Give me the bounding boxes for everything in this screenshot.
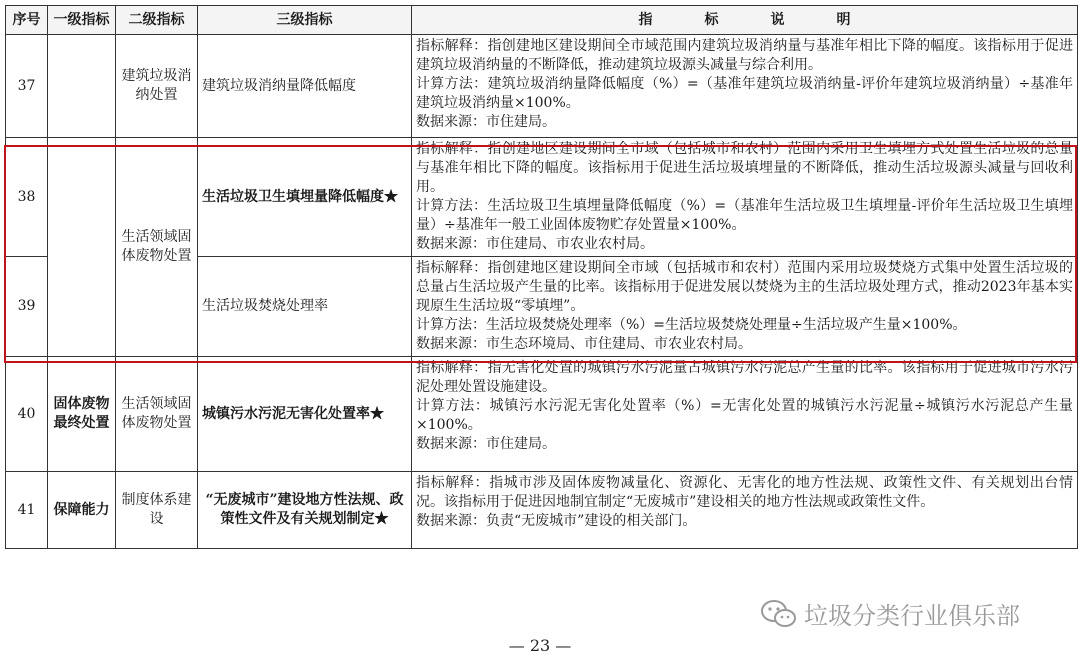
desc-source: 数据来源：负责“无废城市”建设的相关部门。 bbox=[416, 513, 697, 529]
row-level3: “无废城市”建设地方性法规、政策性文件及有关规划制定★ bbox=[198, 472, 412, 549]
row-num: 38 bbox=[6, 138, 48, 257]
row-description bbox=[412, 35, 1078, 138]
row-level2: 制度体系建设 bbox=[116, 472, 198, 549]
table-row bbox=[6, 35, 1078, 138]
desc-method: 计算方法：生活垃圾焚烧处理率（%）=生活垃圾焚烧处理量÷生活垃圾产生量×100%。 bbox=[416, 317, 967, 333]
table-header-row bbox=[6, 6, 1078, 35]
row-level2: 建筑垃圾消纳处置 bbox=[116, 35, 198, 138]
desc-source: 数据来源：市住建局。 bbox=[416, 436, 556, 452]
indicator-table bbox=[5, 5, 1078, 549]
header-num: 序号 bbox=[6, 6, 48, 35]
header-level2: 二级指标 bbox=[116, 6, 198, 35]
row-level3: 生活垃圾卫生填埋量降低幅度★ bbox=[198, 138, 412, 257]
table-row bbox=[6, 138, 1078, 257]
row-level3: 生活垃圾焚烧处理率 bbox=[198, 257, 412, 357]
desc-source: 数据来源：市住建局、市农业农村局。 bbox=[416, 236, 654, 252]
row-num: 41 bbox=[6, 472, 48, 549]
row-level1 bbox=[48, 35, 116, 138]
desc-explanation: 指标解释：指创建地区建设期间全市域（包括城市和农村）范围内采用卫生填埋方式处置生活垃圾的总量与基准年相比下降的幅度。该指标用于促进生活垃圾填埋量的不断降低，推动生活垃圾源头减量与回收利用。 bbox=[416, 141, 1073, 195]
desc-method: 计算方法：生活垃圾卫生填埋量降低幅度（%）=（基准年生活垃圾卫生填埋量-评价年生活垃圾卫生填埋量）÷基准年一般工业固体废物贮存处置量×100%。 bbox=[416, 198, 1073, 233]
row-level2: 生活领域固体废物处置 bbox=[116, 138, 198, 357]
desc-explanation: 指标解释：指无害化处置的城镇污水污泥量占城镇污水污泥总产生量的比率。该指标用于促进城市污水污泥处理处置设施建设。 bbox=[416, 360, 1073, 395]
row-description bbox=[412, 472, 1078, 549]
row-level3: 建筑垃圾消纳量降低幅度 bbox=[198, 35, 412, 138]
page-number: — 23 — bbox=[508, 636, 572, 655]
row-num: 37 bbox=[6, 35, 48, 138]
table-row bbox=[6, 472, 1078, 549]
desc-method: 计算方法：建筑垃圾消纳量降低幅度（%）=（基准年建筑垃圾消纳量-评价年建筑垃圾消纳量）÷基准年建筑垃圾消纳量×100%。 bbox=[416, 76, 1073, 111]
row-level1: 固体废物最终处置 bbox=[48, 357, 116, 472]
table-row bbox=[6, 357, 1078, 472]
row-description bbox=[412, 138, 1078, 257]
row-description bbox=[412, 257, 1078, 357]
row-level1 bbox=[48, 138, 116, 357]
desc-source: 数据来源：市住建局。 bbox=[416, 114, 556, 130]
desc-method: 计算方法：城镇污水污泥无害化处置率（%）=无害化处置的城镇污水污泥量÷城镇污水污泥总产生量×100%。 bbox=[416, 398, 1073, 433]
header-level1: 一级指标 bbox=[48, 6, 116, 35]
desc-source: 数据来源：市生态环境局、市住建局、市农业农村局。 bbox=[416, 336, 752, 352]
header-level3: 三级指标 bbox=[198, 6, 412, 35]
row-num: 39 bbox=[6, 257, 48, 357]
watermark bbox=[760, 596, 1020, 631]
header-description: 指标说明 bbox=[412, 6, 1078, 35]
row-level2: 生活领域固体废物处置 bbox=[116, 357, 198, 472]
wechat-icon bbox=[760, 599, 798, 629]
row-num: 40 bbox=[6, 357, 48, 472]
desc-explanation: 指标解释：指创建地区建设期间全市域（包括城市和农村）范围内采用垃圾焚烧方式集中处置生活垃圾的总量占生活垃圾产生量的比率。该指标用于促进发展以焚烧为主的生活垃圾处理方式，推动2023年基本实现原生生活垃圾“零填埋”。 bbox=[416, 260, 1073, 314]
watermark-text: 垃圾分类行业俱乐部 bbox=[804, 602, 1020, 630]
row-level1: 保障能力 bbox=[48, 472, 116, 549]
desc-explanation: 指标解释：指创建地区建设期间全市域范围内建筑垃圾消纳量与基准年相比下降的幅度。该指标用于促进建筑垃圾消纳量的不断降低，推动建筑垃圾源头减量与综合利用。 bbox=[416, 38, 1073, 73]
row-description bbox=[412, 357, 1078, 472]
desc-explanation: 指标解释：指城市涉及固体废物减量化、资源化、无害化的地方性法规、政策性文件、有关规划出台情况。该指标用于促进因地制宜制定“无废城市”建设相关的地方性法规或政策性文件。 bbox=[416, 475, 1073, 510]
row-level3: 城镇污水污泥无害化处置率★ bbox=[198, 357, 412, 472]
